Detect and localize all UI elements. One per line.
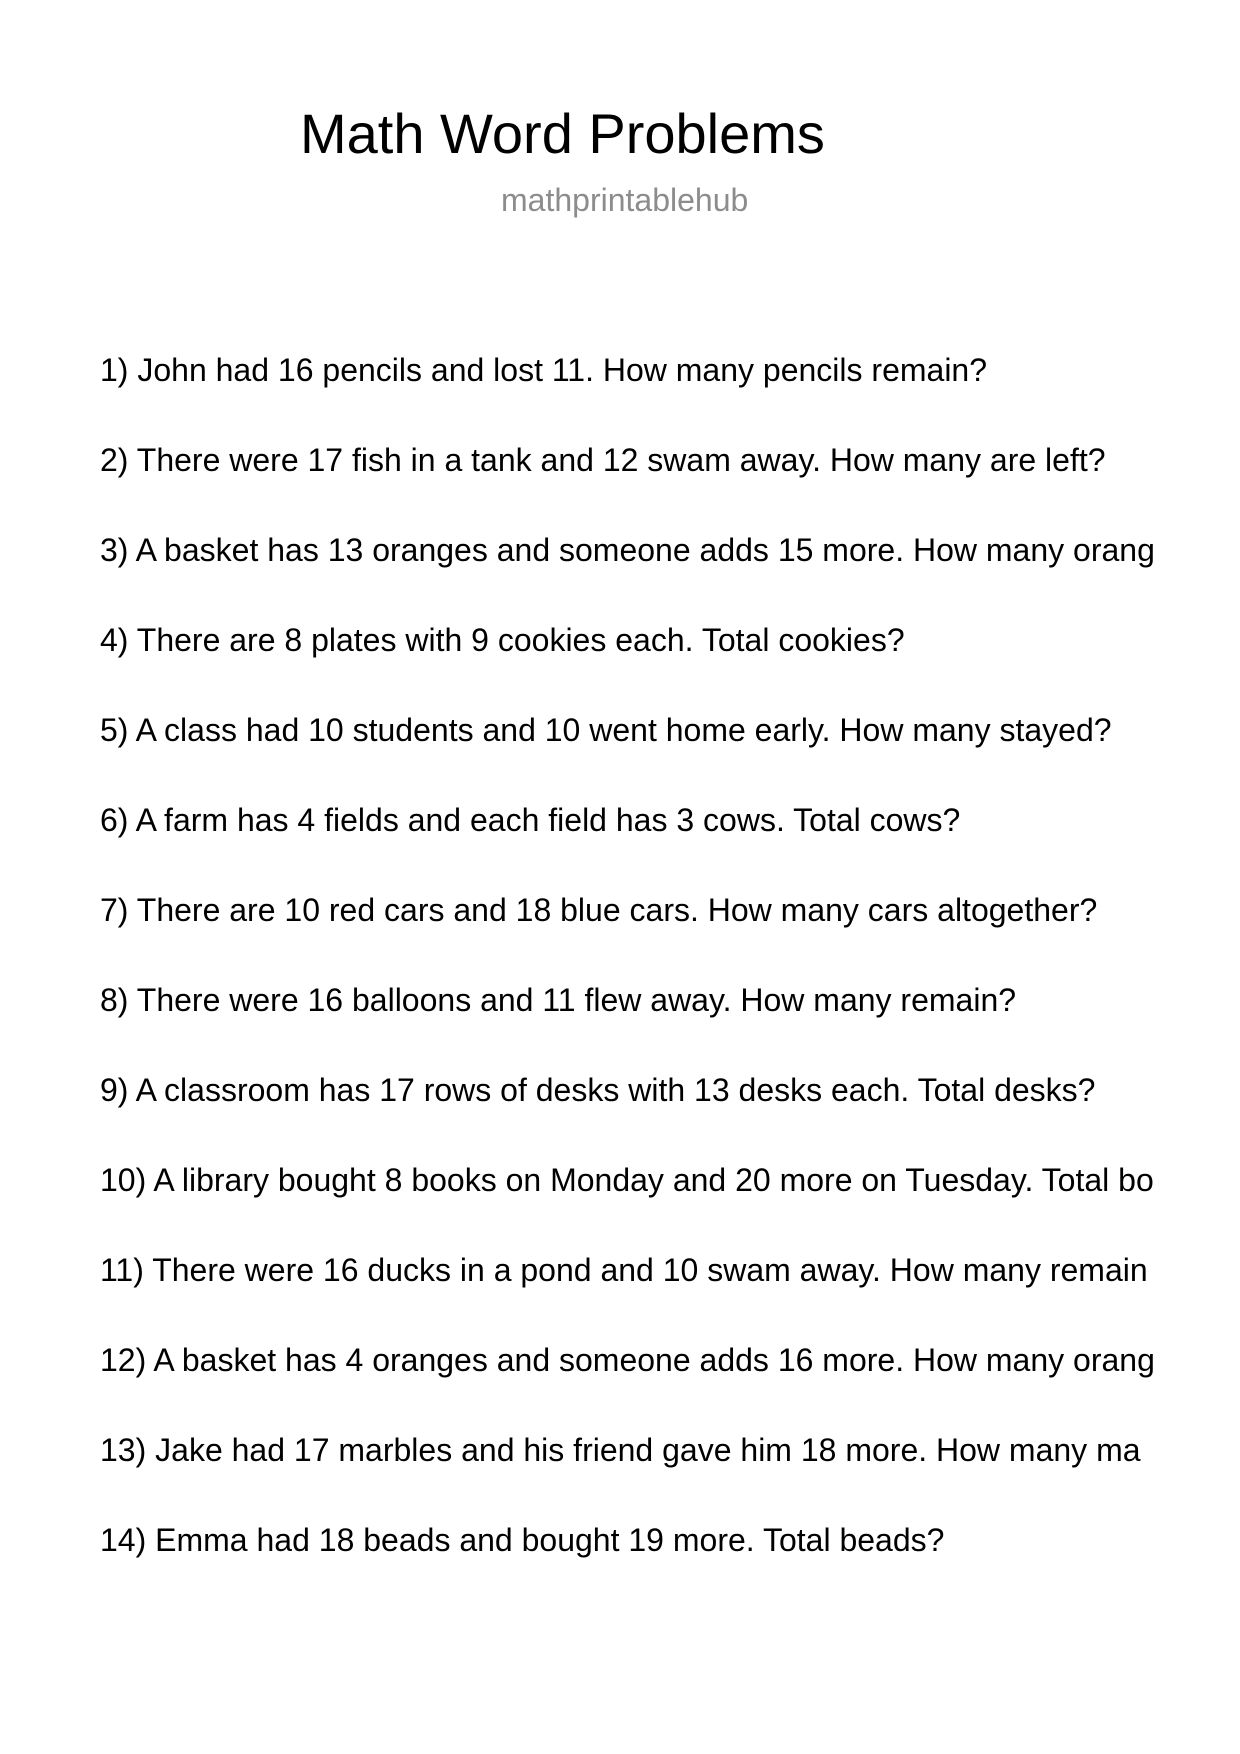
problem-item: 13) Jake had 17 marbles and his friend gave him 18 more. How many ma bbox=[100, 1432, 1141, 1468]
problem-item: 5) A class had 10 students and 10 went home early. How many stayed? bbox=[100, 712, 1112, 748]
problem-item: 11) There were 16 ducks in a pond and 10 swam away. How many remain bbox=[100, 1252, 1148, 1288]
problem-item: 3) A basket has 13 oranges and someone adds 15 more. How many orang bbox=[100, 532, 1155, 568]
problem-item: 4) There are 8 plates with 9 cookies each. Total cookies? bbox=[100, 622, 905, 658]
problem-item: 1) John had 16 pencils and lost 11. How many pencils remain? bbox=[100, 352, 988, 388]
page-title: Math Word Problems bbox=[300, 102, 825, 165]
problem-item: 7) There are 10 red cars and 18 blue cars. How many cars altogether? bbox=[100, 892, 1098, 928]
problem-list bbox=[100, 350, 1155, 1610]
problem-item: 9) A classroom has 17 rows of desks with 13 desks each. Total desks? bbox=[100, 1072, 1096, 1108]
problem-item: 12) A basket has 4 oranges and someone adds 16 more. How many orang bbox=[100, 1342, 1155, 1378]
page-subtitle: mathprintablehub bbox=[501, 182, 749, 218]
problem-item: 8) There were 16 balloons and 11 flew away. How many remain? bbox=[100, 982, 1017, 1018]
problem-item: 6) A farm has 4 fields and each field has 3 cows. Total cows? bbox=[100, 802, 961, 838]
problem-item: 2) There were 17 fish in a tank and 12 swam away. How many are left? bbox=[100, 442, 1106, 478]
problem-item: 10) A library bought 8 books on Monday and 20 more on Tuesday. Total bo bbox=[100, 1162, 1154, 1198]
problem-item: 14) Emma had 18 beads and bought 19 more. Total beads? bbox=[100, 1522, 945, 1558]
